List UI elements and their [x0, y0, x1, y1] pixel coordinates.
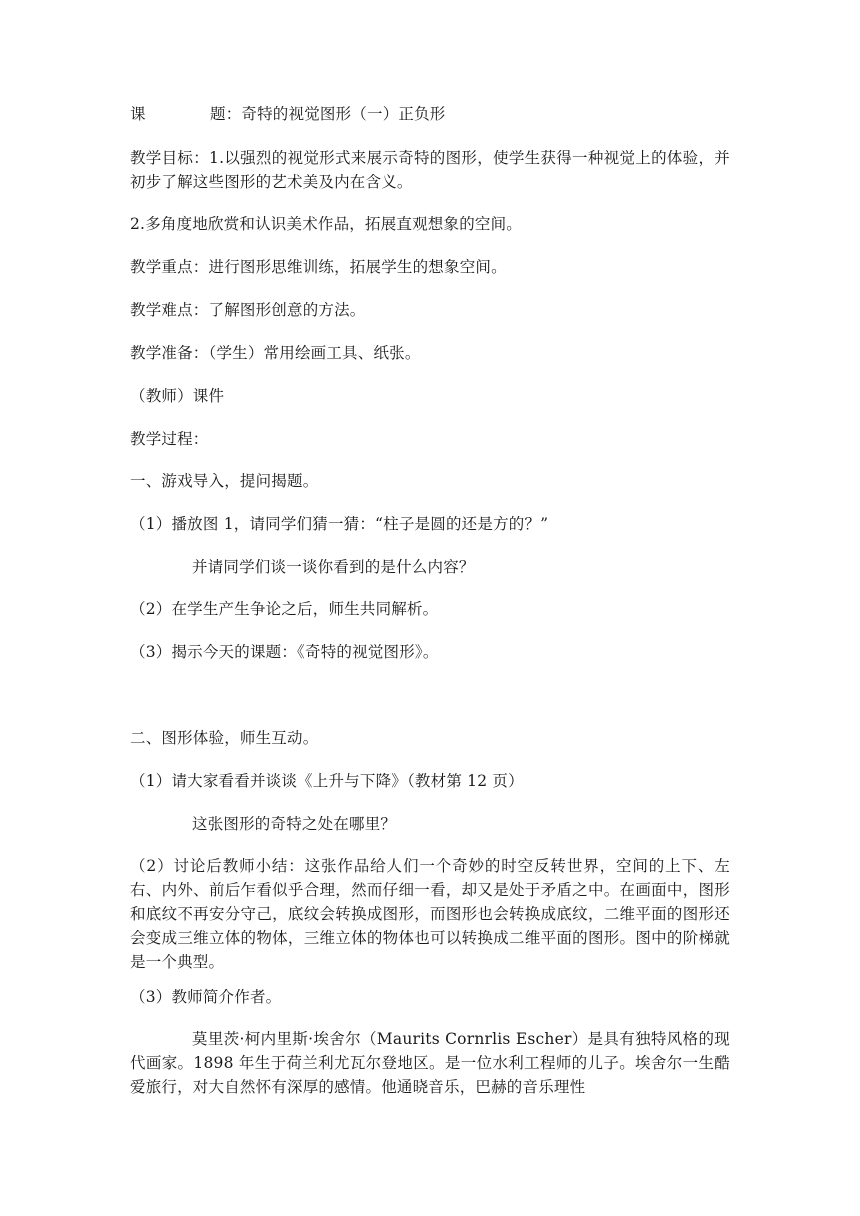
- lesson-title: [130, 104, 446, 125]
- process-heading: 教学过程：: [130, 430, 209, 448]
- section1-step1: （1）播放图 1，请同学们猜一猜：“柱子是圆的还是方的？”: [130, 515, 549, 533]
- section1-step1-follow: 并请同学们谈一谈你看到的是什么内容？: [192, 558, 475, 576]
- objective-2: 2.多角度地欣赏和认识美术作品，拓展直观想象的空间。: [130, 215, 522, 233]
- section1-step3: （3）揭示今天的课题：《奇特的视觉图形》。: [130, 643, 439, 661]
- key-point: 教学重点：进行图形思维训练，拓展学生的想象空间。: [130, 258, 507, 276]
- difficulty: 教学难点：了解图形创意的方法。: [130, 301, 366, 319]
- preparation-student: 教学准备：（学生）常用绘画工具、纸张。: [130, 344, 421, 362]
- objective-1: 教学目标：1.以强烈的视觉形式来展示奇特的图形，使学生获得一种视觉上的体验，并初步了解这些图形的艺术美及内在含义。: [130, 149, 730, 191]
- section2-step1-follow: 这张图形的奇特之处在哪里？: [192, 815, 397, 833]
- title-value: 奇特的视觉图形（一）正负形: [241, 105, 446, 123]
- title-label-b: 题：: [210, 105, 242, 123]
- title-label-a: 课: [130, 105, 146, 123]
- author-intro: 莫里茨·柯内里斯·埃舍尔（Maurits Cornrlis Escher）是具有独特风格的现代画家。1898 年生于荷兰利尤瓦尔登地区。是一位水利工程师的儿子。埃舍尔一生酷爱旅行，对大自然怀有深厚的感情。他通晓音乐，巴赫的音乐理性: [130, 1030, 730, 1096]
- section1-step2: （2）在学生产生争论之后，师生共同解析。: [130, 600, 439, 618]
- section2-step3: （3）教师简介作者。: [130, 988, 282, 1006]
- section2-step2: （2）讨论后教师小结：这张作品给人们一个奇妙的时空反转世界，空间的上下、左右、内外、前后乍看似乎合理，然而仔细一看，却又是处于矛盾之中。在画面中，图形和底纹不再安分守己，底纹会转换成图形，而图形也会转换成底纹，二维平面的图形还会变成三维立体的物体，三维立体的物体也可以转换成二维平面的图形。图中的阶梯就是一个典型。: [130, 857, 730, 971]
- section2-heading: 二、图形体验，师生互动。: [130, 729, 319, 747]
- preparation-teacher: （教师）课件: [130, 387, 225, 405]
- section2-step1: （1）请大家看看并谈谈《上升与下降》（教材第 12 页）: [130, 772, 524, 790]
- section1-heading: 一、游戏导入，提问揭题。: [130, 472, 319, 490]
